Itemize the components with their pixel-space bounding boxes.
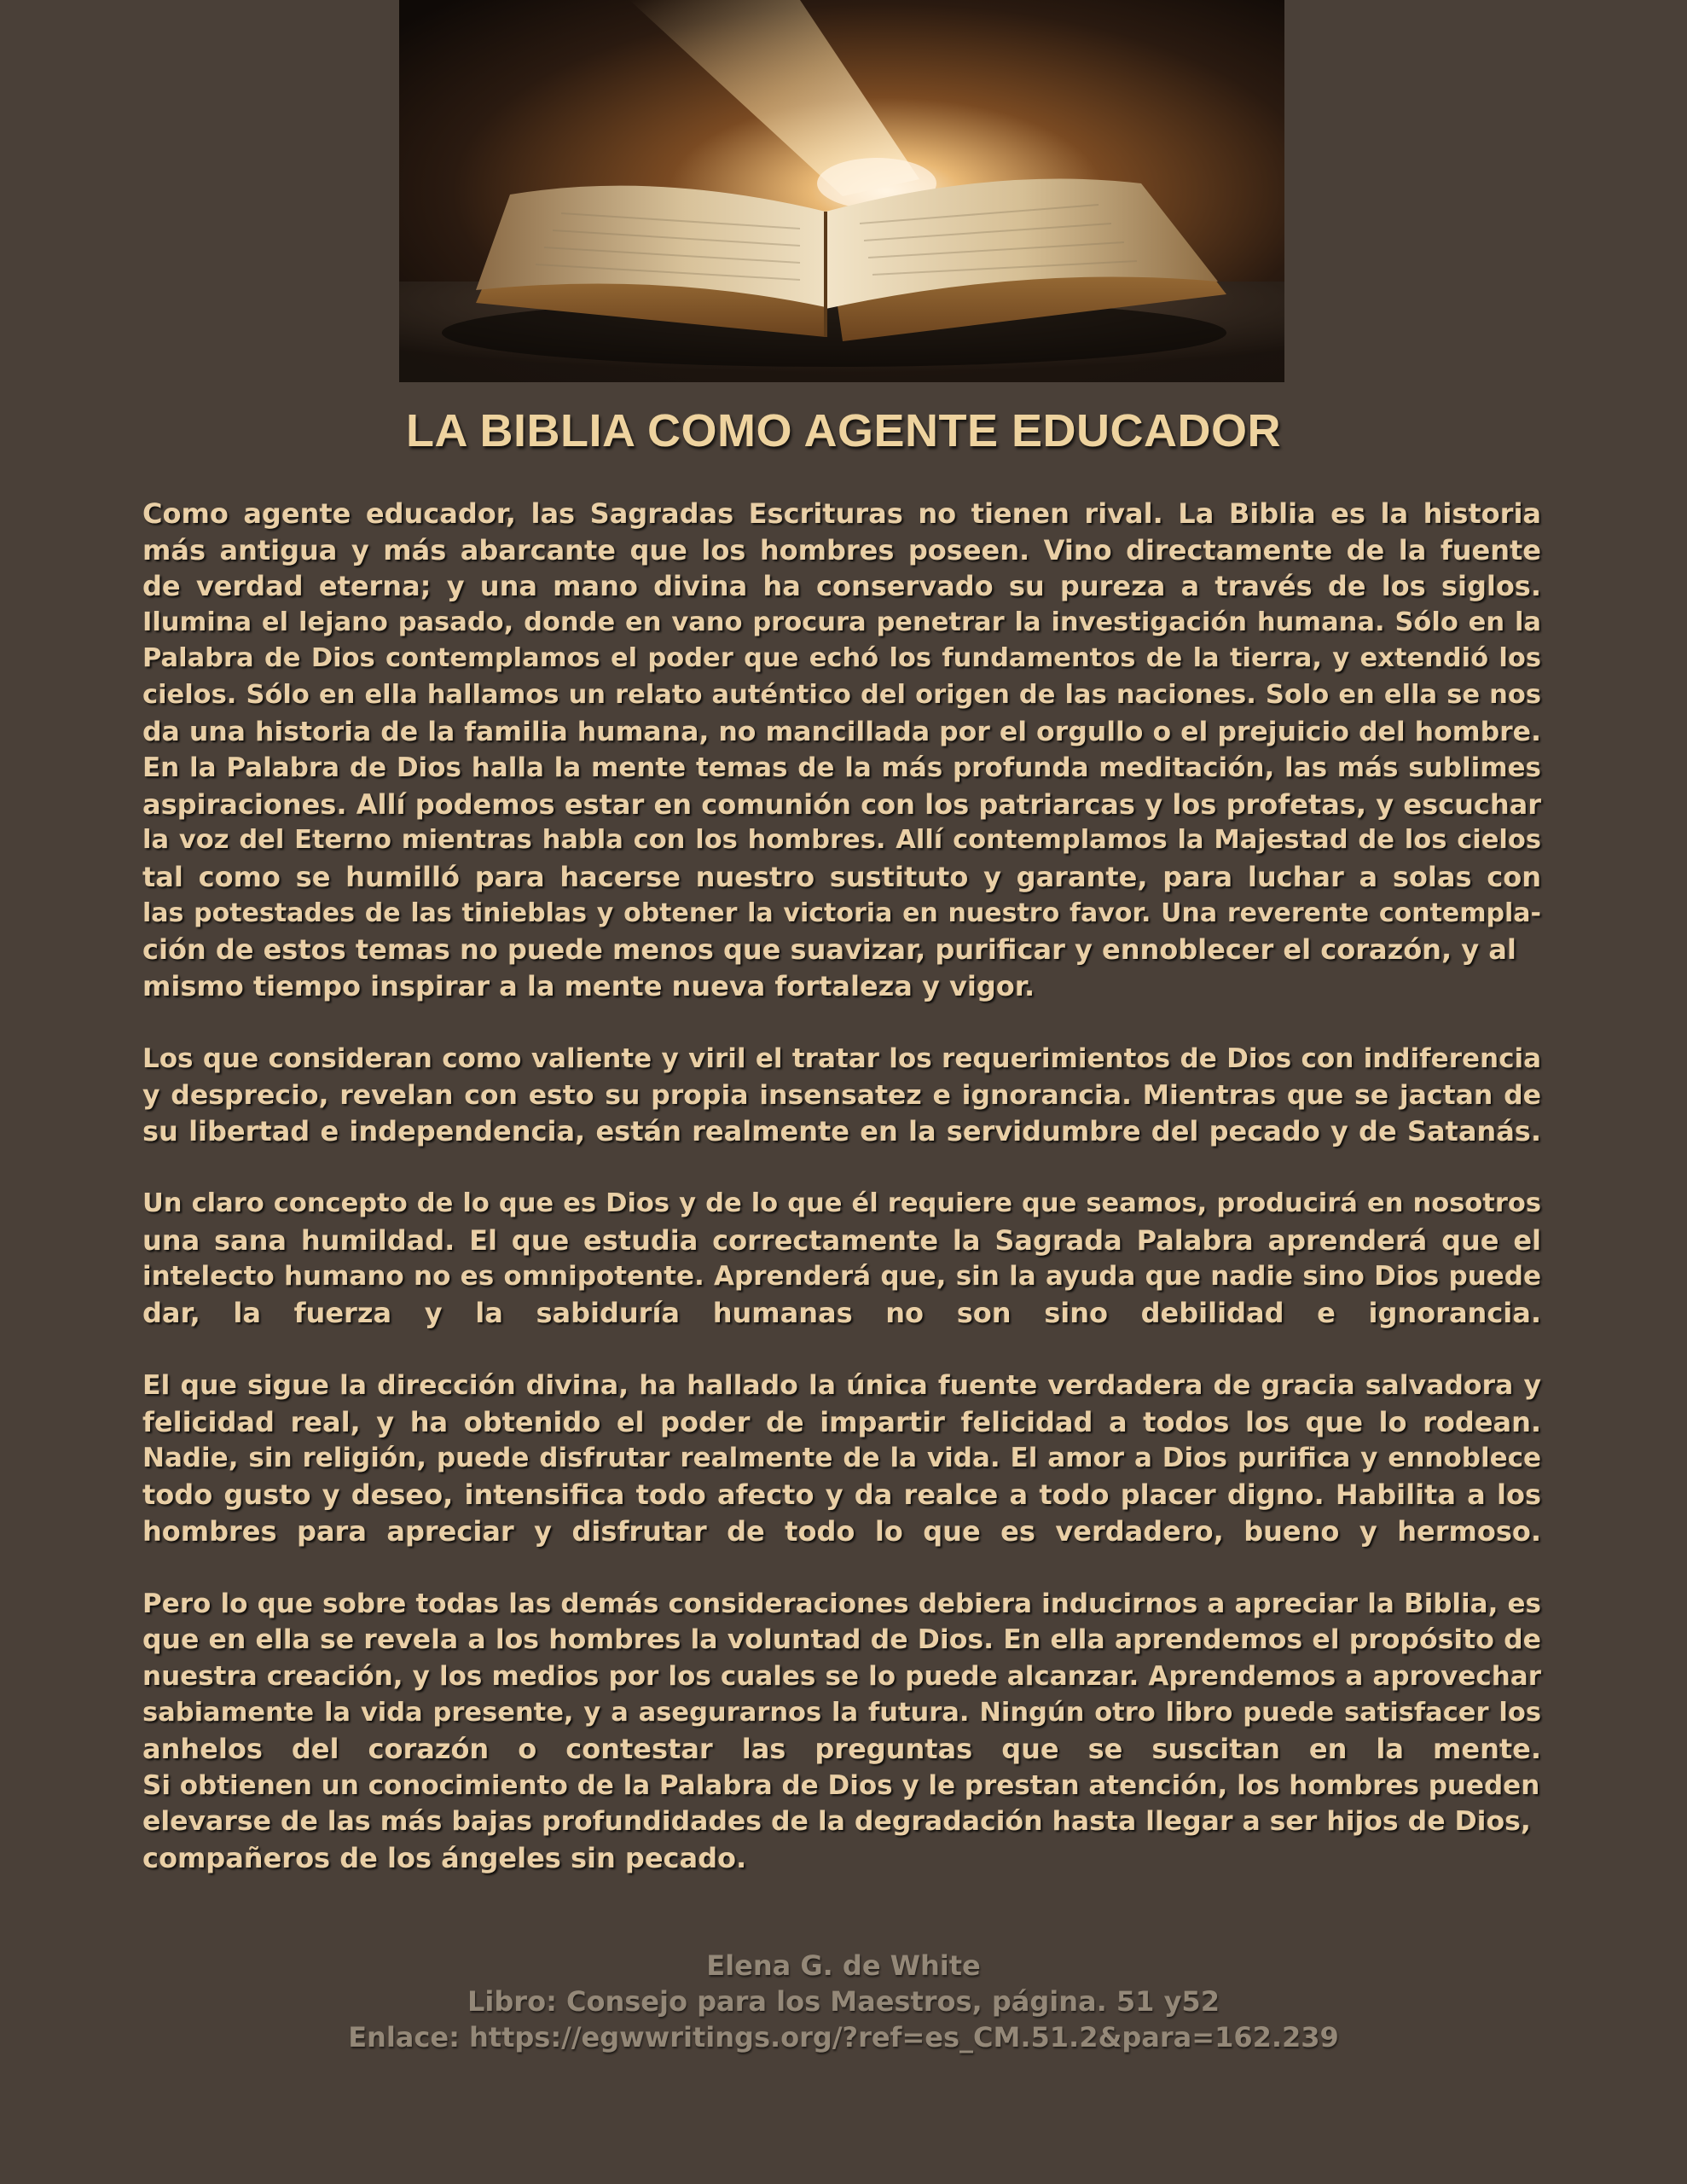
paragraph-5 <box>142 1586 1541 1877</box>
text-line: elevarse de las más bajas profundidades de la degradación hasta llegar a ser hijos de Dios, <box>142 1806 1531 1838</box>
source-link[interactable]: Enlace: https://egwwritings.org/?ref=es_CM.51.2&para=162.239 <box>348 2021 1339 2053</box>
text-line: dar, la fuerza y la sabiduría humanas no son sino debilidad e ignorancia. <box>142 1297 1541 1330</box>
text-line: Como agente educador, las Sagradas Escrituras no tienen rival. La Biblia es la historia <box>142 497 1541 530</box>
text-line: Los que consideran como valiente y viril el tratar los requerimientos de Dios con indiferencia <box>142 1043 1541 1074</box>
text-line: cielos. Sólo en ella hallamos un relato auténtico del origen de las naciones. Solo en ella se nos <box>142 679 1541 710</box>
page-title: LA BIBLIA COMO AGENTE EDUCADOR <box>406 405 1281 456</box>
text-line: El que sigue la dirección divina, ha hallado la única fuente verdadera de gracia salvadora y <box>142 1370 1541 1402</box>
paragraph-3 <box>142 1186 1541 1331</box>
text-line: la voz del Eterno mientras habla con los hombres. Allí contemplamos la Majestad de los cielos <box>142 825 1541 856</box>
text-line: nuestra creación, y los medios por los cuales se lo puede alcanzar. Aprendemos a aprovechar <box>142 1661 1541 1692</box>
text-line: Ilumina el lejano pasado, donde en vano procura penetrar la investigación humana. Sólo en la <box>142 607 1541 637</box>
text-line: más antigua y más abarcante que los hombres poseen. Vino directamente de la fuente <box>142 533 1541 566</box>
text-line: intelecto humano no es omnipotente. Aprenderá que, sin la ayuda que nadie sino Dios puede <box>142 1261 1541 1292</box>
book-reference: Libro: Consejo para los Maestros, página. 51 y52 <box>467 1985 1220 2018</box>
text-line: Si obtienen un conocimiento de la Palabra de Dios y le prestan atención, los hombres pueden <box>142 1769 1540 1801</box>
text-line: Un claro concepto de lo que es Dios y de lo que él requiere que seamos, producirá en nosotros <box>142 1188 1541 1219</box>
article-body <box>142 496 1541 1913</box>
paragraph-4 <box>142 1368 1541 1549</box>
text-line: Palabra de Dios contemplamos el poder que echó los fundamentos de la tierra, y extendió los <box>142 643 1541 674</box>
credits <box>0 1948 1687 2055</box>
text-line: sabiamente la vida presente, y a asegurarnos la futura. Ningún otro libro puede satisfacer los <box>142 1697 1541 1728</box>
text-line: y desprecio, revelan con esto su propia insensatez e ignorancia. Mientras que se jactan de <box>142 1079 1541 1111</box>
paragraph-2 <box>142 1041 1541 1150</box>
text-line: Pero lo que sobre todas las demás consideraciones debiera inducirnos a apreciar la Biblia, es <box>142 1588 1541 1619</box>
text-line: de verdad eterna; y una mano divina ha conservado su pureza a través de los siglos. <box>142 570 1541 603</box>
open-bible-image <box>399 0 1284 382</box>
paragraph-1 <box>142 496 1541 1004</box>
text-line: da una historia de la familia humana, no mancillada por el orgullo o el prejuicio del hombre. <box>142 716 1541 747</box>
text-line: anhelos del corazón o contestar las preguntas que se suscitan en la mente. <box>142 1733 1541 1766</box>
text-line: ción de estos temas no puede menos que suavizar, purificar y ennoblecer el corazón, y al <box>142 933 1516 967</box>
text-line: su libertad e independencia, están realmente en la servidumbre del pecado y de Satanás. <box>142 1115 1541 1148</box>
text-line: las potestades de las tinieblas y obtener la victoria en nuestro favor. Una reverente contempla- <box>142 897 1541 928</box>
text-line: hombres para apreciar y disfrutar de todo lo que es verdadero, bueno y hermoso. <box>142 1514 1541 1548</box>
text-line: mismo tiempo inspirar a la mente nueva fortaleza y vigor. <box>142 969 1035 1002</box>
text-line: compañeros de los ángeles sin pecado. <box>142 1841 747 1874</box>
text-line: que en ella se revela a los hombres la voluntad de Dios. En ella aprendemos el propósito de <box>142 1624 1541 1656</box>
text-line: felicidad real, y ha obtenido el poder de impartir felicidad a todos los que lo rodean. <box>142 1405 1541 1438</box>
text-line: una sana humildad. El que estudia correctamente la Sagrada Palabra aprenderá que el <box>142 1223 1541 1257</box>
author-name: Elena G. de White <box>706 1949 981 1982</box>
text-line: Nadie, sin religión, puede disfrutar realmente de la vida. El amor a Dios purifica y ennoblece <box>142 1443 1541 1474</box>
text-line: En la Palabra de Dios halla la mente temas de la más profunda meditación, las más sublimes <box>142 752 1541 784</box>
text-line: aspiraciones. Allí podemos estar en comunión con los patriarcas y los profetas, y escuchar <box>142 787 1541 821</box>
text-line: tal como se humilló para hacerse nuestro sustituto y garante, para luchar a solas con <box>142 860 1541 893</box>
text-line: todo gusto y deseo, intensifica todo afecto y da realce a todo placer digno. Habilita a los <box>142 1478 1541 1512</box>
